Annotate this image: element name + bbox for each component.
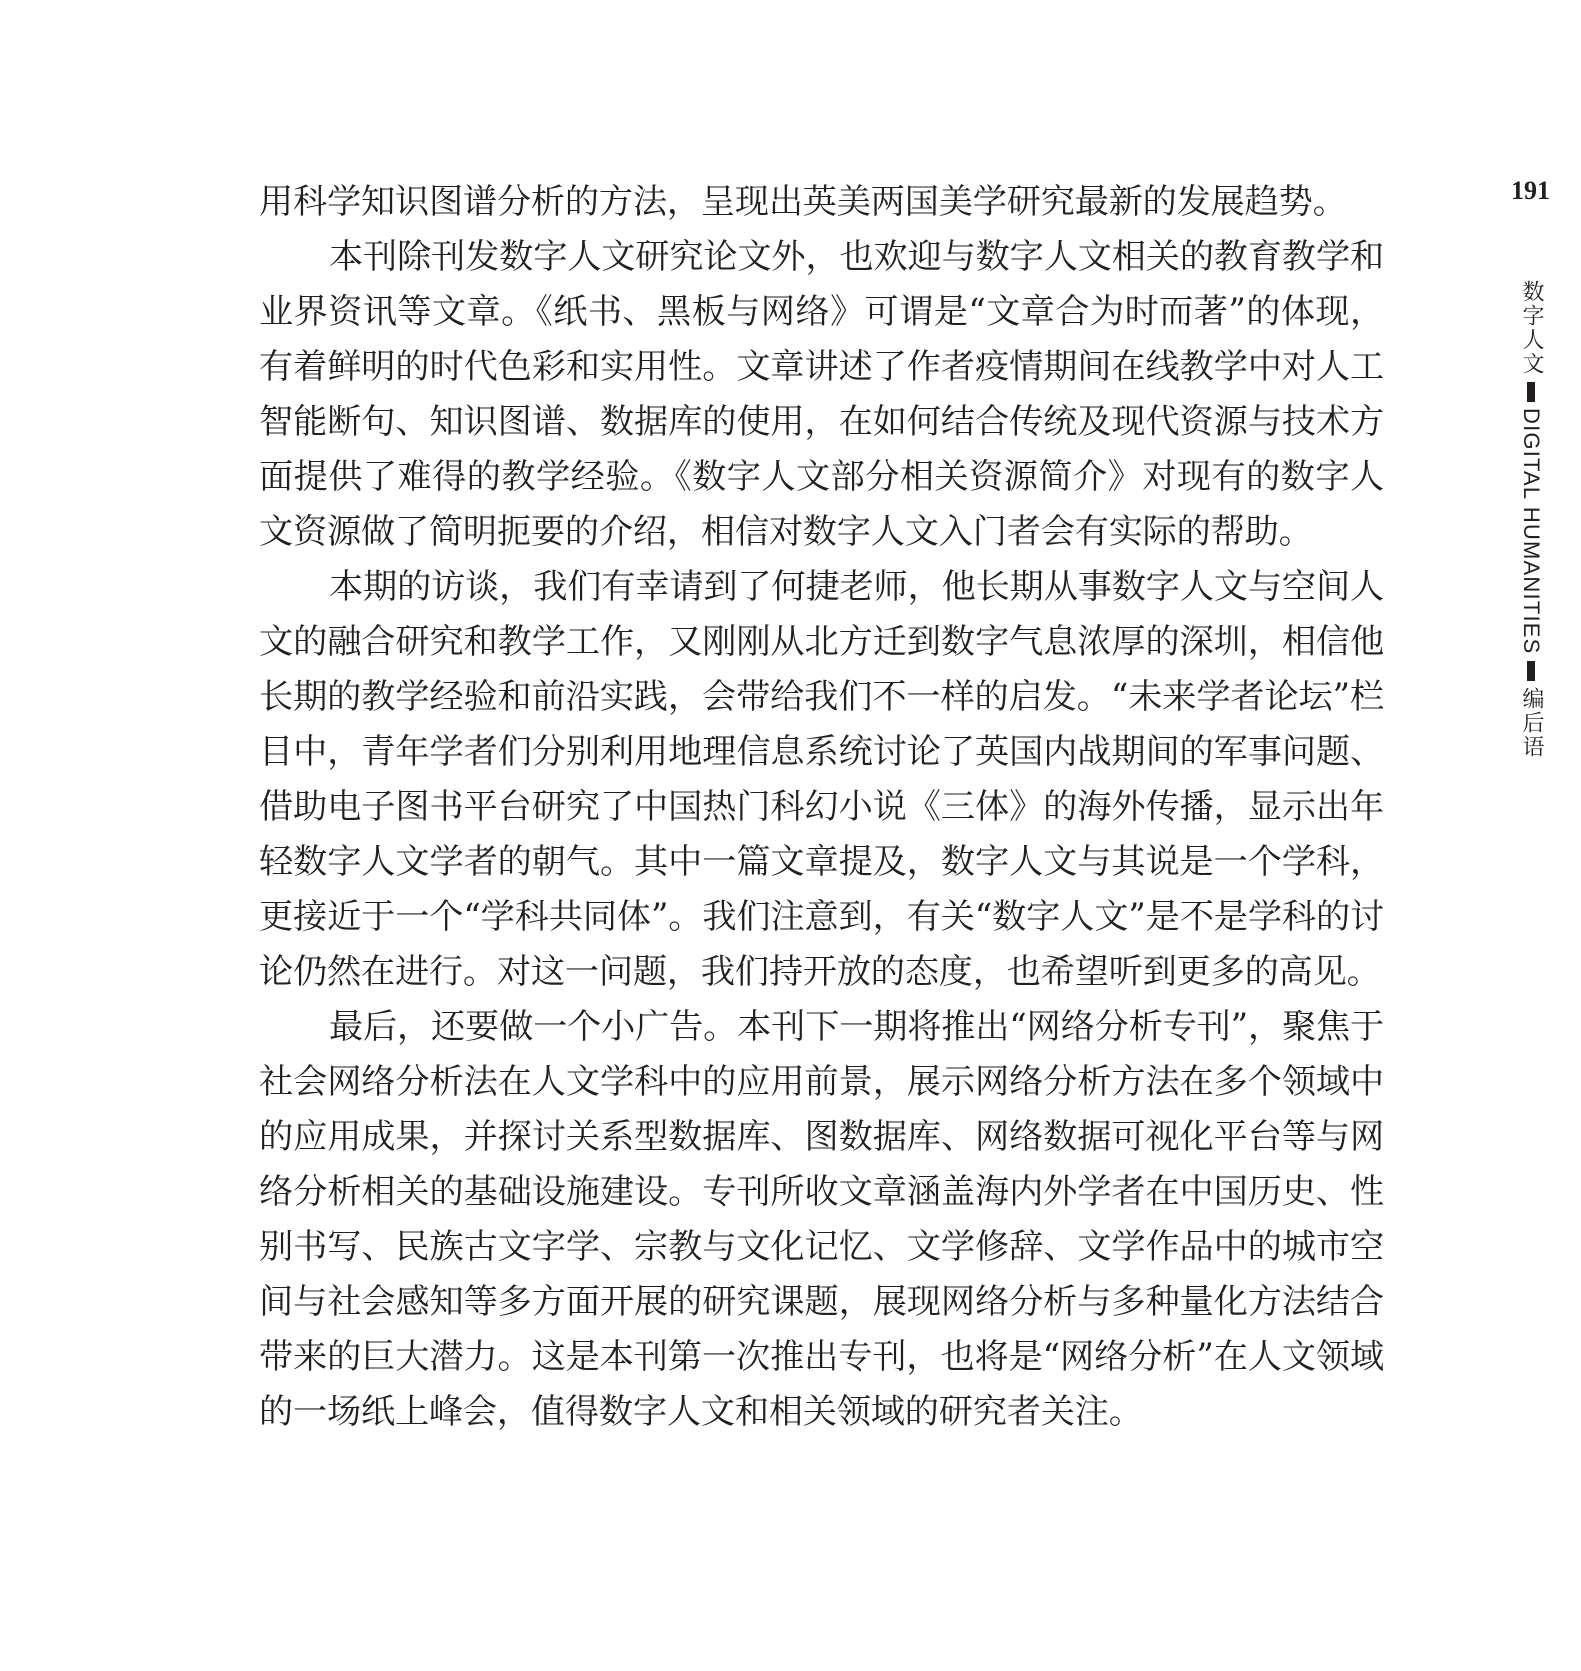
body-text: [259, 175, 1384, 1440]
journal-title-en: DIGITAL HUMANITIES: [1519, 408, 1544, 655]
section-title: 编后语: [1519, 686, 1544, 759]
running-header: [1514, 280, 1548, 759]
paragraph-education-resources: 本刊除刊发数字人文研究论文外，也欢迎与数字人文相关的教育教学和业界资讯等文章。《纸书、黑板与网络》可谓是“文章合为时而著”的体现，有着鲜明的时代色彩和实用性。文章讲述了作者疫情期间在线教学中对人工智能断句、知识图谱、数据库的使用，在如何结合传统及现代资源与技术方面提供了难得的教学经验。《数字人文部分相关资源简介》对现有的数字人文资源做了简明扼要的介绍，相信对数字人文入门者会有实际的帮助。: [259, 237, 1384, 552]
journal-title-cn: 数字人文: [1519, 280, 1544, 376]
paragraph-continuation: 用科学知识图谱分析的方法，呈现出英美两国美学研究最新的发展趋势。: [259, 182, 1347, 222]
header-separator-bar: [1527, 661, 1535, 681]
header-separator-bar: [1527, 382, 1535, 402]
page-number: 191: [1511, 176, 1550, 205]
paragraph-next-issue: 最后，还要做一个小广告。本刊下一期将推出“网络分析专刊”，聚焦于社会网络分析法在人文学科中的应用前景，展示网络分析方法在多个领域中的应用成果，并探讨关系型数据库、图数据库、网络数据可视化平台等与网络分析相关的基础设施建设。专刊所收文章涵盖海内外学者在中国历史、性别书写、民族古文字学、宗教与文化记忆、文学修辞、文学作品中的城市空间与社会感知等多方面开展的研究课题，展现网络分析与多种量化方法结合带来的巨大潜力。这是本刊第一次推出专刊，也将是“网络分析”在人文领域的一场纸上峰会，值得数字人文和相关领域的研究者关注。: [259, 1007, 1384, 1432]
paragraph-interview-forum: 本期的访谈，我们有幸请到了何捷老师，他长期从事数字人文与空间人文的融合研究和教学工作，又刚刚从北方迁到数字气息浓厚的深圳，相信他长期的教学经验和前沿实践，会带给我们不一样的启发。“未来学者论坛”栏目中，青年学者们分别利用地理信息系统讨论了英国内战期间的军事问题、借助电子图书平台研究了中国热门科幻小说《三体》的海外传播，显示出年轻数字人文学者的朝气。其中一篇文章提及，数字人文与其说是一个学科，更接近于一个“学科共同体”。我们注意到，有关“数字人文”是不是学科的讨论仍然在进行。对这一问题，我们持开放的态度，也希望听到更多的高见。: [259, 567, 1384, 992]
